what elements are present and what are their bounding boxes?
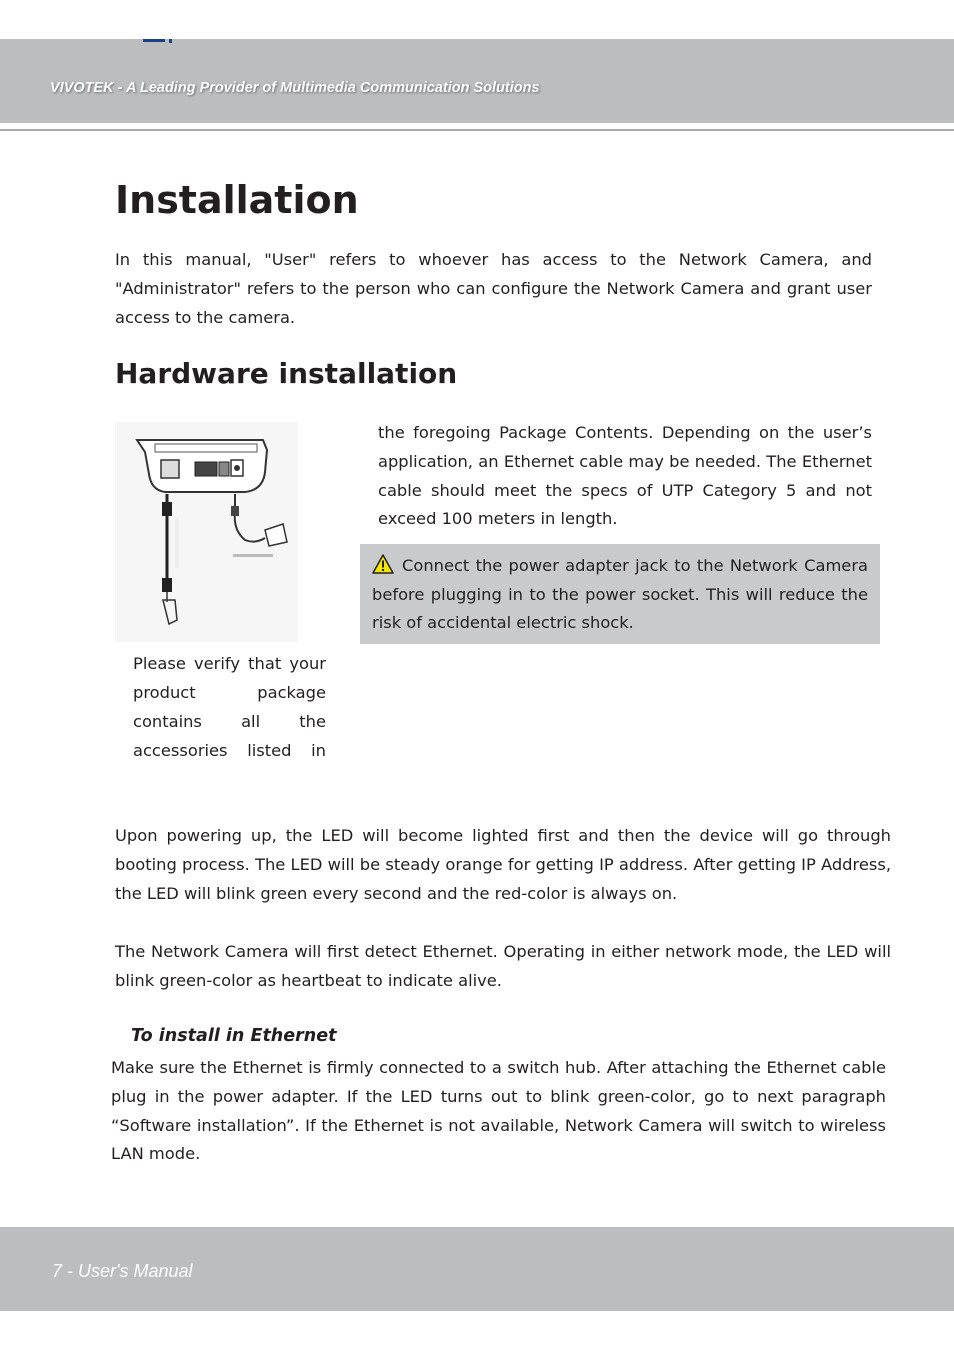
led-paragraph-2: The Network Camera will first detect Ethernet. Operating in either network mode, the LED will blink green-color as heartbeat to indicate alive. bbox=[115, 942, 891, 990]
warning-icon bbox=[372, 554, 394, 574]
hardware-heading: Hardware installation bbox=[115, 357, 458, 390]
header-tagline: VIVOTEK - A Leading Provider of Multimedia Communication Solutions bbox=[50, 80, 540, 96]
figure-caption: Please verify that your product package contains all the accessories listed in bbox=[133, 654, 326, 760]
intro-paragraph: In this manual, "User" refers to whoever has access to the Network Camera, and "Administrator" refers to the person who can configure the Network Camera and grant user access to the camera. bbox=[115, 250, 872, 327]
ethernet-subheading: To install in Ethernet bbox=[131, 1026, 337, 1046]
led-paragraph-1: Upon powering up, the LED will become lighted first and then the device will go through booting process. The LED will be steady orange for getting IP address. After getting IP Address, the LED will blink green every second and the red-color is always on. bbox=[115, 826, 891, 903]
ethernet-paragraph: Make sure the Ethernet is firmly connected to a switch hub. After attaching the Ethernet cable plug in the power adapter. If the LED turns out to blink green-color, go to next paragraph “Software installation”. If the Ethernet is not available, Network Camera will switch to wireless LAN mode. bbox=[111, 1058, 886, 1164]
logo-mark bbox=[143, 39, 173, 43]
hardware-paragraph: the foregoing Package Contents. Depending on the user’s application, an Ethernet cable may be needed. The Ethernet cable should meet the specs of UTP Category 5 and not exceed 100 meters in length. bbox=[378, 423, 872, 529]
camera-figure bbox=[115, 422, 298, 642]
warning-note bbox=[372, 552, 868, 638]
camera-illustration bbox=[115, 422, 298, 642]
footer-page-label: 7 - User's Manual bbox=[52, 1261, 193, 1281]
warning-note-text: Connect the power adapter jack to the Network Camera before plugging in to the power socket. This will reduce the risk of accidental electric shock. bbox=[372, 556, 868, 632]
header-divider bbox=[0, 129, 954, 131]
page-title: Installation bbox=[115, 178, 359, 222]
